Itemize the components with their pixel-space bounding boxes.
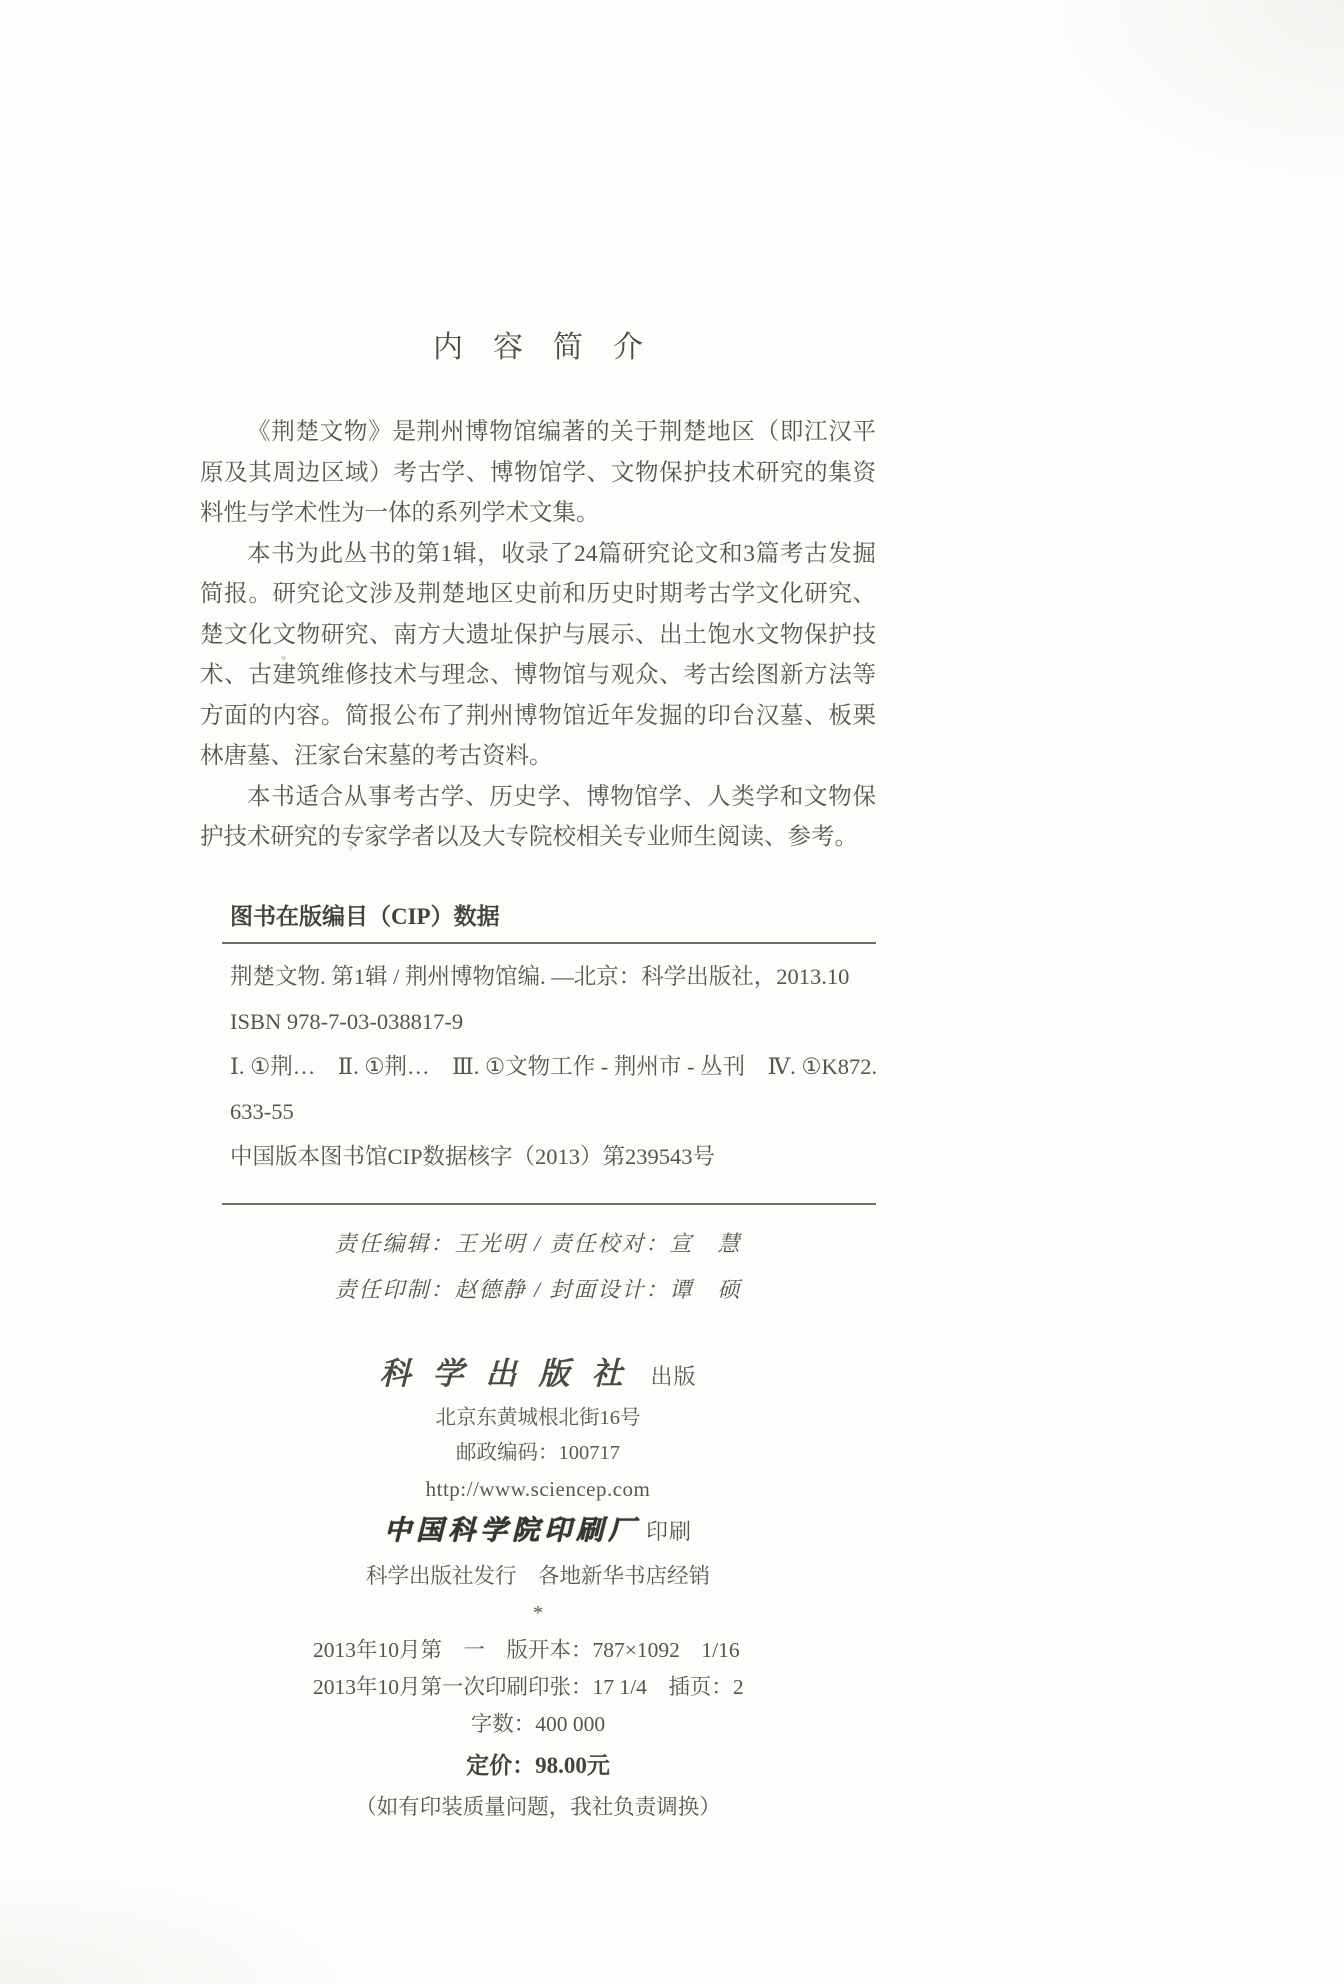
cip-header: 图书在版编目（CIP）数据 bbox=[230, 903, 500, 929]
sheets-inserts-spec: 印张：17 1/4 插页：2 bbox=[528, 1675, 744, 1699]
publisher-section bbox=[200, 1353, 876, 1631]
word-count: 字数：400 000 bbox=[470, 1712, 606, 1736]
credit-editors-line: 责任编辑：王光明 / 责任校对：宣 慧 bbox=[334, 1230, 742, 1256]
format-spec: 开本：787×1092 1/16 bbox=[528, 1638, 740, 1662]
cip-bottom-divider bbox=[222, 1203, 876, 1205]
cip-bibliographic-line: 荆楚文物. 第1辑 / 荆州博物馆编. —北京：科学出版社，2013.10 bbox=[230, 963, 850, 989]
cip-section bbox=[222, 902, 876, 1205]
cip-classification-line: Ⅰ. ①荆… Ⅱ. ①荆… Ⅲ. ①文物工作 - 荆州市 - 丛刊 Ⅳ. ①K872. bbox=[230, 1053, 878, 1079]
publisher-url: http://www.sciencep.com bbox=[425, 1476, 651, 1501]
intro-paragraph-1: 《荆楚文物》是荆州博物馆编著的关于荆楚地区（即江汉平原及其周边区域）考古学、博物馆学、文物保护技术研究的集资料性与学术性为一体的系列学术文集。 bbox=[200, 419, 876, 526]
distribution-line: 科学出版社发行 各地新华书店经销 bbox=[365, 1564, 710, 1588]
publisher-name-line bbox=[200, 1353, 876, 1401]
publisher-postcode: 邮政编码：100717 bbox=[456, 1442, 620, 1464]
printing-date: 2013年10月第一次印刷 bbox=[313, 1675, 529, 1699]
credits-section bbox=[200, 1221, 876, 1313]
publisher-address: 北京东黄城根北街16号 bbox=[435, 1406, 641, 1429]
price: 定价：98.00元 bbox=[466, 1753, 610, 1778]
page-title: 内容简介 bbox=[433, 331, 673, 364]
cip-isbn-line: ISBN 978-7-03-038817-9 bbox=[230, 1008, 464, 1034]
edition-date: 2013年10月第 一 版 bbox=[313, 1638, 529, 1662]
intro-paragraph-2: 本书为此丛书的第1辑，收录了24篇研究论文和3篇考古发掘简报。研究论文涉及荆楚地区史前和历史时期考古学文化研究、楚文化文物研究、南方大遗址保护与展示、出土饱水文物保护技术、古建筑维修技术与理念、博物馆与观众、考古绘图新方法等方面的内容。简报公布了荆州博物馆近年发掘的印台汉墓、板栗林唐墓、汪家台宋墓的考古资料。 bbox=[200, 540, 876, 769]
page-content bbox=[200, 0, 876, 1827]
publisher-suffix: 出版 bbox=[650, 1363, 697, 1389]
edition-row-2 bbox=[200, 1669, 876, 1706]
printer-suffix: 印刷 bbox=[645, 1519, 692, 1544]
quality-note: （如有印装质量问题，我社负责调换） bbox=[355, 1795, 721, 1819]
cip-record-number-line: 中国版本图书馆CIP数据核字（2013）第239543号 bbox=[230, 1143, 716, 1169]
content-intro-section bbox=[200, 412, 876, 858]
credit-print-design-line: 责任印制：赵德静 / 封面设计：谭 硕 bbox=[334, 1276, 742, 1302]
printer-logo-text: 中国科学院印刷厂 bbox=[383, 1515, 640, 1545]
intro-paragraph-3: 本书适合从事考古学、历史学、博物馆学、人类学和文物保护技术研究的专家学者以及大专院校相关专业师生阅读、参考。 bbox=[200, 783, 876, 850]
publisher-logo-text: 科学出版社 bbox=[379, 1355, 645, 1391]
printer-name-line bbox=[200, 1509, 876, 1556]
edition-section bbox=[200, 1632, 876, 1827]
edition-row-1 bbox=[200, 1632, 876, 1669]
cip-classification-continuation: 633-55 bbox=[230, 1098, 294, 1124]
cip-body bbox=[222, 944, 876, 1193]
separator-star: * bbox=[533, 1602, 543, 1624]
